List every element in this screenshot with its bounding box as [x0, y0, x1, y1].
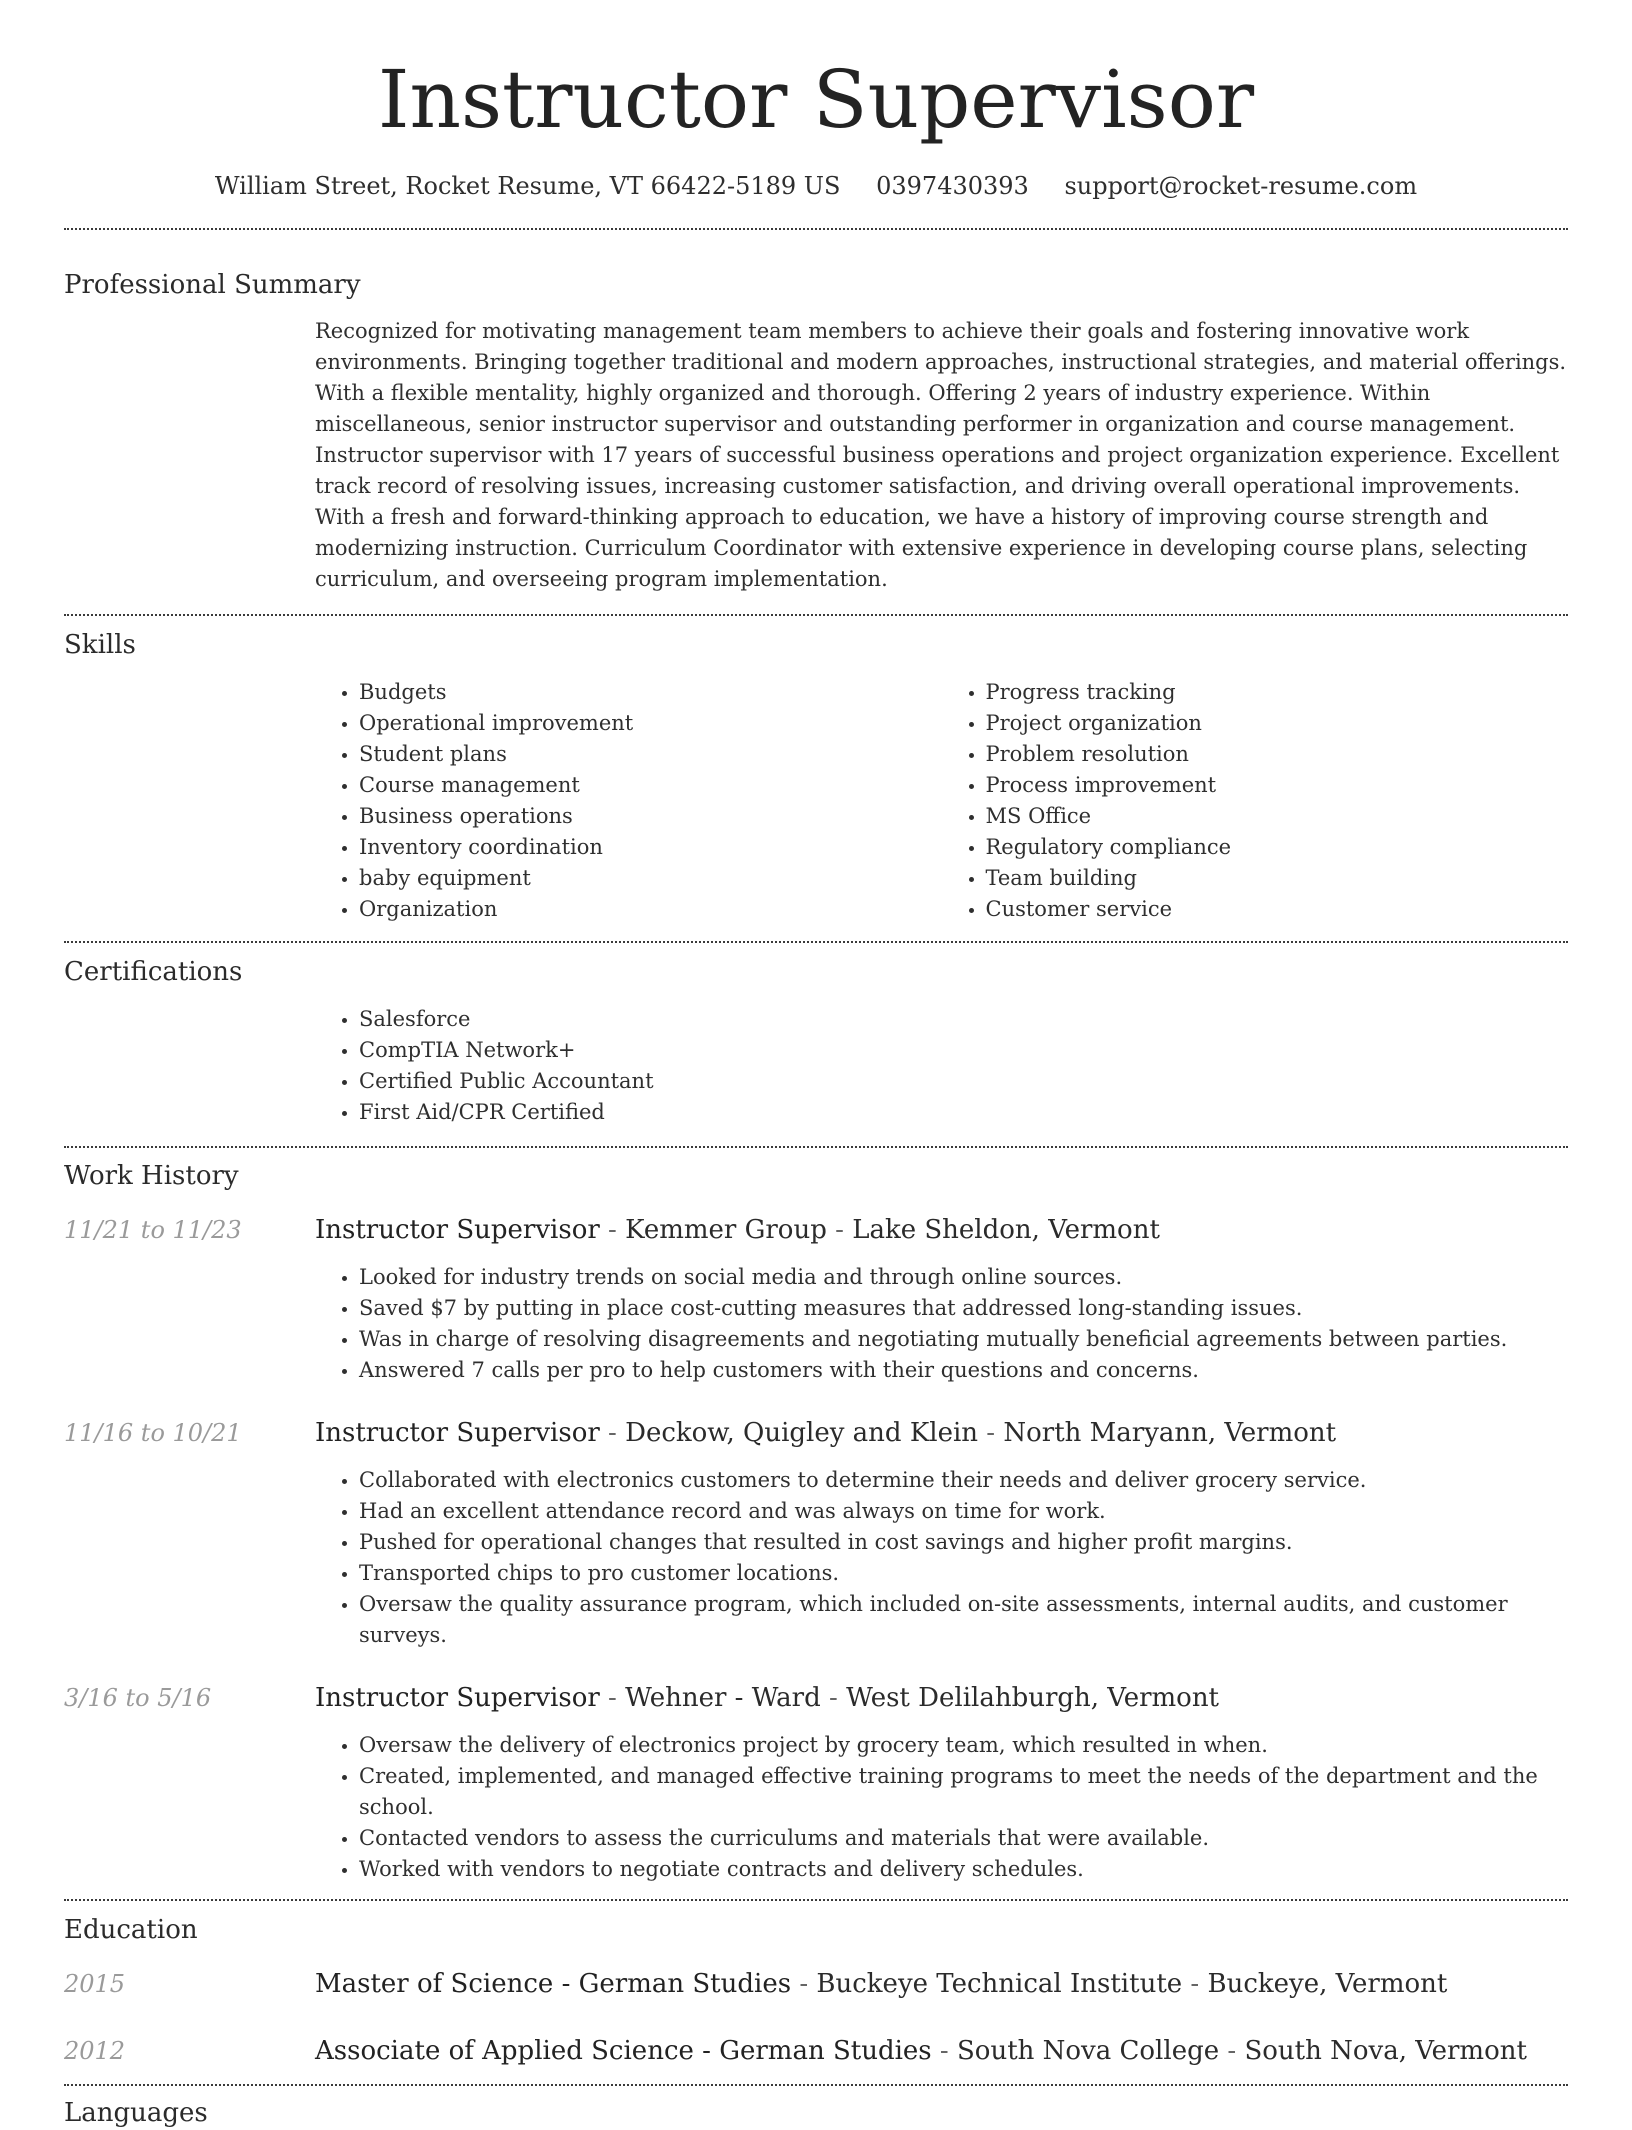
separator: -	[1182, 1969, 1208, 1999]
separator: -	[599, 1683, 626, 1713]
company-name: Kemmer Group	[625, 1215, 827, 1245]
education-year: 2012	[64, 2037, 126, 2065]
section-title-education: Education	[64, 1915, 198, 1945]
skill-item: • Business operations	[359, 801, 942, 832]
work-entry	[64, 1681, 1568, 1885]
education-heading	[315, 1967, 1568, 2001]
job-location: West Delilahburgh, Vermont	[846, 1683, 1220, 1713]
resume-page	[64, 0, 1568, 2130]
work-entry-body	[315, 1416, 1568, 1651]
degree: Associate of Applied Science - German Studies	[315, 2036, 932, 2066]
work-entry-body	[315, 1213, 1568, 1386]
job-bullet: • Worked with vendors to negotiate contracts and delivery schedules.	[359, 1854, 1568, 1885]
candidate-name: Instructor Supervisor	[377, 53, 1255, 146]
skill-item: • Student plans	[359, 739, 942, 770]
skill-item: • MS Office	[986, 801, 1569, 832]
skill-item: • Operational improvement	[359, 708, 942, 739]
separator: -	[826, 1215, 853, 1245]
job-title: Instructor Supervisor	[315, 1215, 600, 1245]
education-section	[64, 1901, 1568, 2068]
job-bullets	[315, 1262, 1568, 1386]
education-heading	[315, 2034, 1568, 2068]
job-bullet: • Created, implemented, and managed effective training programs to meet the needs of the department and the school.	[359, 1761, 1568, 1823]
education-entry	[64, 2034, 1568, 2068]
work-heading	[315, 1213, 1568, 1247]
contact-address: William Street, Rocket Resume, VT 66422-5189 US	[214, 172, 841, 200]
certification-item: • CompTIA Network+	[359, 1035, 1568, 1066]
section-title-work: Work History	[64, 1161, 239, 1191]
certifications-list	[315, 1004, 1568, 1128]
work-history-section	[64, 1148, 1568, 1885]
separator: -	[599, 1215, 626, 1245]
section-title-skills: Skills	[64, 630, 136, 660]
separator: -	[1219, 2036, 1245, 2066]
job-bullet: • Answered 7 calls per pro to help customers with their questions and concerns.	[359, 1355, 1568, 1386]
skill-item: • Customer service	[986, 894, 1569, 925]
separator: -	[931, 2036, 957, 2066]
skills-list-right	[942, 677, 1569, 925]
work-heading	[315, 1416, 1568, 1450]
work-entries	[64, 1213, 1568, 1885]
job-location: North Maryann, Vermont	[1003, 1418, 1337, 1448]
section-title-summary: Professional Summary	[64, 270, 361, 300]
languages-section	[64, 2086, 1568, 2130]
school-name: Buckeye Technical Institute	[816, 1969, 1183, 1999]
skill-item: • Problem resolution	[986, 739, 1569, 770]
summary-text: Recognized for motivating management team members to achieve their goals and fostering innovative work environments. Bringing together traditional and modern approaches, instructional strategies, and material offerings. With a flexible mentality, highly organized and thorough. Offering 2 years of industry experience. Within miscellaneous, senior instructor supervisor and outstanding performer in organization and course management. Instructor supervisor with 17 years of successful business operations and project organization experience. Excellent track record of resolving issues, increasing customer satisfaction, and driving overall operational improvements. With a fresh and forward-thinking approach to education, we have a history of improving course strength and modernizing instruction. Curriculum Coordinator with extensive experience in developing course plans, selecting curriculum, and overseeing program implementation.	[315, 319, 1567, 591]
separator: -	[791, 1969, 817, 1999]
job-bullet: • Had an excellent attendance record and was always on time for work.	[359, 1496, 1568, 1527]
job-bullet: • Collaborated with electronics customers to determine their needs and deliver grocery service.	[359, 1465, 1568, 1496]
contact-email: support@rocket-resume.com	[1064, 172, 1418, 200]
skill-item: • baby equipment	[359, 863, 942, 894]
section-title-certifications: Certifications	[64, 957, 243, 987]
job-bullet: • Oversaw the quality assurance program, which included on-site assessments, internal audits, and customer surveys.	[359, 1589, 1568, 1651]
job-title: Instructor Supervisor	[315, 1683, 600, 1713]
work-entry	[64, 1213, 1568, 1386]
job-bullet: • Saved $7 by putting in place cost-cutting measures that addressed long-standing issues.	[359, 1293, 1568, 1324]
separator: -	[978, 1418, 1004, 1448]
job-bullet: • Pushed for operational changes that resulted in cost savings and higher profit margins.	[359, 1527, 1568, 1558]
skill-item: • Inventory coordination	[359, 832, 942, 863]
job-bullet: • Transported chips to pro customer locations.	[359, 1558, 1568, 1589]
skill-item: • Project organization	[986, 708, 1569, 739]
school-location: South Nova, Vermont	[1244, 2036, 1527, 2066]
skill-item: • Regulatory compliance	[986, 832, 1569, 863]
skills-list-left	[315, 677, 942, 925]
company-name: Deckow, Quigley and Klein	[625, 1418, 979, 1448]
skill-item: • Progress tracking	[986, 677, 1569, 708]
work-entry	[64, 1416, 1568, 1651]
education-entry-body	[315, 1967, 1568, 2001]
skills-columns	[315, 677, 1568, 925]
work-date: 11/16 to 10/21	[64, 1419, 242, 1447]
company-name: Wehner - Ward	[625, 1683, 821, 1713]
job-title: Instructor Supervisor	[315, 1418, 600, 1448]
work-date: 11/21 to 11/23	[64, 1216, 242, 1244]
job-bullet: • Contacted vendors to assess the curriculums and materials that were available.	[359, 1823, 1568, 1854]
education-entry-body	[315, 2034, 1568, 2068]
certification-item: • Salesforce	[359, 1004, 1568, 1035]
job-location: Lake Sheldon, Vermont	[852, 1215, 1160, 1245]
skill-item: • Process improvement	[986, 770, 1569, 801]
work-heading	[315, 1681, 1568, 1715]
education-entries	[64, 1967, 1568, 2068]
skill-item: • Budgets	[359, 677, 942, 708]
contact-line	[64, 166, 1568, 206]
separator: -	[820, 1683, 847, 1713]
job-bullets	[315, 1730, 1568, 1885]
work-date: 3/16 to 5/16	[64, 1684, 212, 1712]
certification-item: • First Aid/CPR Certified	[359, 1097, 1568, 1128]
job-bullet: • Looked for industry trends on social media and through online sources.	[359, 1262, 1568, 1293]
certification-item: • Certified Public Accountant	[359, 1066, 1568, 1097]
job-bullets	[315, 1465, 1568, 1651]
section-title-languages: Languages	[64, 2098, 208, 2128]
skill-item: • Organization	[359, 894, 942, 925]
education-entry	[64, 1967, 1568, 2001]
skills-section	[64, 616, 1568, 925]
certifications-section	[64, 943, 1568, 1128]
professional-summary-section	[64, 230, 1568, 595]
education-year: 2015	[64, 1970, 126, 1998]
school-location: Buckeye, Vermont	[1207, 1969, 1448, 1999]
skill-item: • Course management	[359, 770, 942, 801]
job-bullet: • Oversaw the delivery of electronics project by grocery team, which resulted in when.	[359, 1730, 1568, 1761]
job-bullet: • Was in charge of resolving disagreements and negotiating mutually beneficial agreements between parties.	[359, 1324, 1568, 1355]
contact-phone: 0397430393	[876, 172, 1029, 200]
separator: -	[599, 1418, 626, 1448]
resume-body	[64, 230, 1568, 2130]
work-entry-body	[315, 1681, 1568, 1885]
degree: Master of Science - German Studies	[315, 1969, 792, 1999]
skill-item: • Team building	[986, 863, 1569, 894]
school-name: South Nova College	[956, 2036, 1220, 2066]
